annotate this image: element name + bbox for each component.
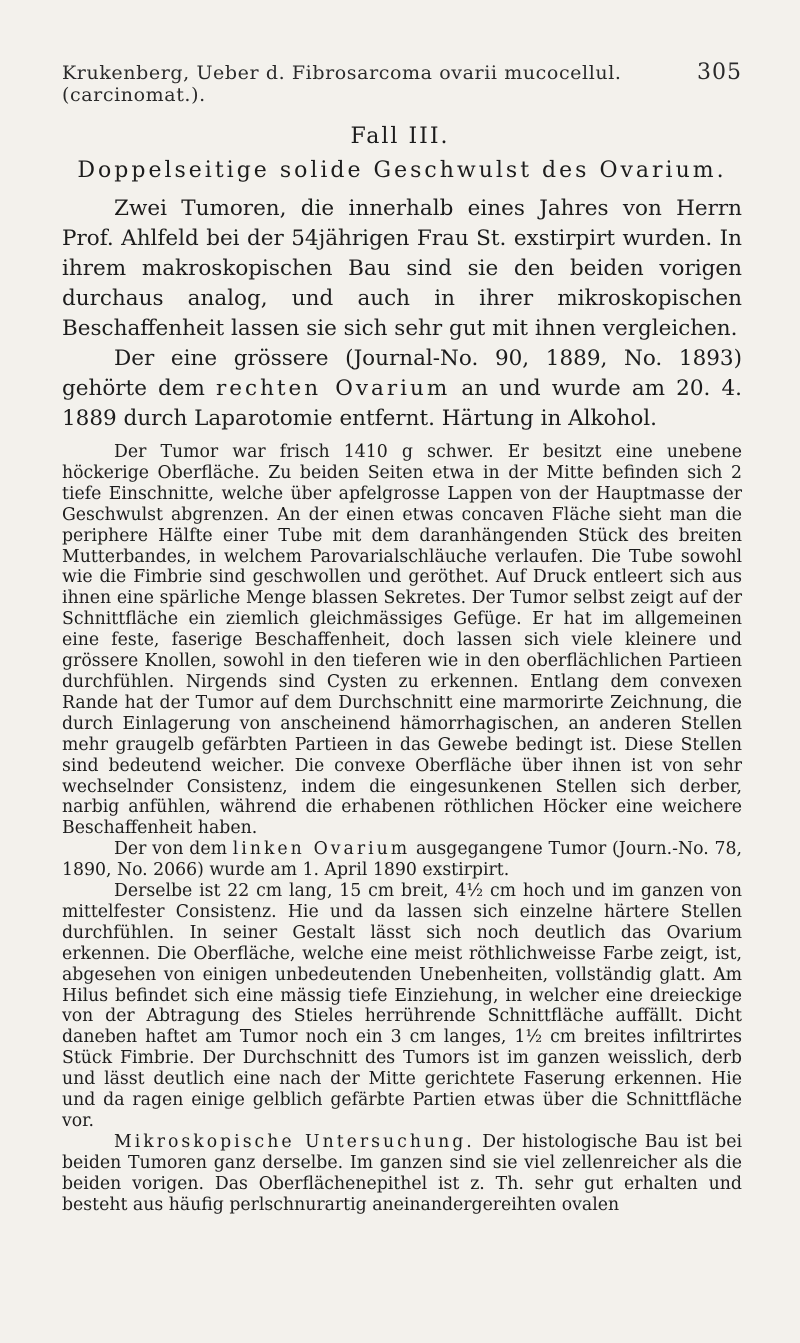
- intro-section: [62, 194, 742, 434]
- case-title: Fall III.: [350, 124, 450, 149]
- spaced-term: rechten Ovarium: [216, 376, 451, 401]
- running-title: Krukenberg, Ueber d. Fibrosarcoma ovarii mucocellul. (carcinomat.).: [62, 62, 622, 106]
- body-section: [62, 442, 742, 1216]
- body-paragraph: Derselbe ist 22 cm lang, 15 cm breit, 4½ cm hoch und im ganzen von mittelfester Consistenz. Hie und da lassen sich einzelne härtere Stellen durchfühlen. In seiner Gestalt lässt sich noch deutlich das Ovarium erkennen. Die Oberfläche, welche eine meist röthlichweisse Farbe zeigt, ist, abgesehen von einigen unbedeutenden Unebenheiten, vollständig glatt. Am Hilus befindet sich eine mässig tiefe Einziehung, in welcher eine dreieckige von der Abtragung des Stieles herrührende Schnittfläche auffällt. Dicht daneben haftet am Tumor noch ein 3 cm langes, 1½ cm breites infiltrirtes Stück Fimbrie. Der Durchschnitt des Tumors ist im ganzen weisslich, derb und lässt deutlich eine nach der Mitte gerichtete Faserung erkennen. Hie und da ragen einige gelblich gefärbte Partien etwas über die Schnittfläche vor.: [62, 881, 742, 1131]
- intro-paragraph: Der eine grössere (Journal-No. 90, 1889, No. 1893) gehörte dem rechten Ovarium an und wurde am 20. 4. 1889 durch Laparotomie entfernt. Härtung in Alkohol.: [62, 346, 742, 431]
- spaced-term: Mikroskopische Untersuchung.: [114, 1131, 475, 1152]
- page-number: 305: [697, 60, 742, 85]
- intro-paragraph: Zwei Tumoren, die innerhalb eines Jahres von Herrn Prof. Ahlfeld bei der 54jährigen Frau St. exstirpirt wurden. In ihrem makroskopischen Bau sind sie den beiden vorigen durchaus analog, und auch in ihrer mikroskopischen Beschaffenheit lassen sie sich sehr gut mit ihnen vergleichen.: [62, 196, 742, 341]
- body-paragraph: Mikroskopische Untersuchung. Der histologische Bau ist bei beiden Tumoren ganz derselbe. Im ganzen sind sie viel zellenreicher als die beiden vorigen. Das Oberflächenepithel ist z. Th. sehr gut erhalten und besteht aus häufig perlschnurartig aneinandergereihten ovalen: [62, 1131, 742, 1215]
- spaced-term: linken Ovarium: [232, 839, 411, 860]
- running-header: [62, 60, 742, 106]
- body-paragraph: Der Tumor war frisch 1410 g schwer. Er besitzt eine unebene höckerige Oberfläche. Zu beiden Seiten etwa in der Mitte befinden sich 2 tiefe Einschnitte, welche über apfelgrosse Lappen von der Hauptmasse der Geschwulst abgrenzen. An der einen etwas concaven Fläche sieht man die periphere Hälfte einer Tube mit dem daranhängenden Stück des breiten Mutterbandes, in welchem Parovarialschläuche verlaufen. Die Tube sowohl wie die Fimbrie sind geschwollen und geröthet. Auf Druck entleert sich aus ihnen eine spärliche Menge blassen Sekretes. Der Tumor selbst zeigt auf der Schnittfläche ein ziemlich gleichmässiges Gefüge. Er hat im allgemeinen eine feste, faserige Beschaffenheit, doch lassen sich viele kleinere und grössere Knollen, sowohl in den tieferen wie in den oberflächlichen Partieen durchfühlen. Nirgends sind Cysten zu erkennen. Entlang dem convexen Rande hat der Tumor auf dem Durchschnitt eine marmorirte Zeichnung, die durch Einlagerung von anscheinend hämorrhagischen, an anderen Stellen mehr graugelb gefärbten Partieen in das Gewebe bedingt ist. Diese Stellen sind bedeutend weicher. Die convexe Oberfläche über ihnen ist von sehr wechselnder Consistenz, indem die eingesunkenen Stellen sich derber, narbig anfühlen, während die erhabenen röthlichen Höcker eine weichere Beschaffenheit haben.: [62, 442, 742, 839]
- case-subtitle: Doppelseitige solide Geschwulst des Ovarium.: [77, 158, 727, 183]
- body-paragraph: Der von dem linken Ovarium ausgegangene Tumor (Journ.-No. 78, 1890, No. 2066) wurde am 1. April 1890 exstirpirt.: [62, 839, 742, 881]
